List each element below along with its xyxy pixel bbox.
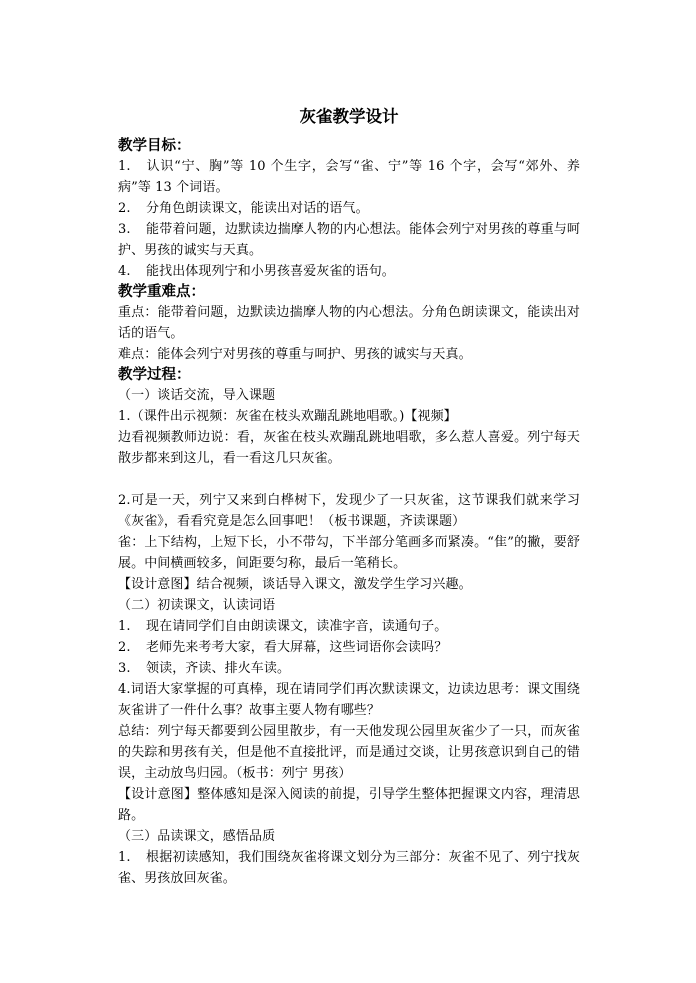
document-page [118,106,580,889]
goal-item-4 [118,261,580,282]
section-1-paragraph: 2.可是一天，列宁又来到白桦树下，发现少了一只灰雀，这节课我们就来学习《灰雀》，看看究竟是怎么回事吧！（板书课题，齐读课题） [118,493,580,529]
goal-text: 能找出体现列宁和小男孩喜爱灰雀的语句。 [146,264,395,279]
goal-text: 能带着问题，边默读边揣摩人物的内心想法。能体会列宁对男孩的尊重与呵护、男孩的诚实与天真。 [118,222,580,258]
section-2-item-1 [118,616,580,637]
section-2-item-2 [118,637,580,658]
item-number: 1. [118,850,131,865]
goal-number: 2. [118,201,131,216]
process-heading: 教学过程： [118,366,191,383]
goal-item-3 [118,219,580,261]
goal-number: 4. [118,264,131,279]
key-points-heading: 教学重难点： [118,283,205,300]
section-2-paragraph: 4.词语大家掌握的可真棒，现在请同学们再次默读课文，边读边思考：课文围绕灰雀讲了一件什么事？故事主要人物有哪些？ [118,682,580,718]
item-text: 根据初读感知，我们围绕灰雀将课文划分为三部分：灰雀不见了、列宁找灰雀、男孩放回灰雀。 [118,850,580,886]
goal-item-2 [118,198,580,219]
goals-heading: 教学目标： [118,137,191,154]
section-1-paragraph: 1.（课件出示视频：灰雀在枝头欢蹦乱跳地唱歌。)【视频】 [118,409,457,424]
goal-text: 认识“宁、胸”等 10 个生字，会写“雀、宁”等 16 个字，会写“郊外、养病”等 13 个词语。 [118,159,580,195]
item-number: 1. [118,619,131,634]
section-3-item-1 [118,847,580,889]
item-number: 3. [118,661,131,676]
design-intent-2: 【设计意图】整体感知是深入阅读的前提，引导学生整体把握课文内容，理清思路。 [118,787,580,823]
item-text: 老师先来考考大家，看大屏幕，这些词语你会读吗？ [146,640,448,655]
section-3-title: （三）品读课文，感悟品质 [118,829,276,844]
item-number: 2. [118,640,131,655]
section-2-summary: 总结：列宁每天都要到公园里散步，有一天他发现公园里灰雀少了一只，而灰雀的失踪和男孩有关，但是他不直接批评，而是通过交谈，让男孩意识到自己的错误，主动放鸟归园。（板书：列宁 男孩） [118,724,580,781]
section-1-paragraph: 雀：上下结构，上短下长，小不带勾，下半部分笔画多而紧凑。“隹”的撇，要舒展。中间横画较多，间距要匀称，最后一笔稍长。 [118,535,580,571]
section-2-title: （二）初读课文，认读词语 [118,598,276,613]
section-1-title: （一）谈话交流，导入课题 [118,388,276,403]
design-intent-1: 【设计意图】结合视频，谈话导入课文，激发学生学习兴趣。 [118,577,472,592]
goal-text: 分角色朗读课文，能读出对话的语气。 [146,201,369,216]
key-point-focus: 重点：能带着问题，边默读边揣摩人物的内心想法。分角色朗读课文，能读出对话的语气。 [118,305,580,341]
item-text: 现在请同学们自由朗读课文，读准字音，读通句子。 [146,619,448,634]
blank-line [118,469,580,490]
document-title: 灰雀教学设计 [299,107,399,126]
key-point-difficulty: 难点：能体会列宁对男孩的尊重与呵护、男孩的诚实与天真。 [118,347,472,362]
goal-number: 3. [118,222,131,237]
goal-item-1 [118,156,580,198]
goal-number: 1. [118,159,131,174]
item-text: 领读，齐读、排火车读。 [146,661,291,676]
section-2-item-3 [118,658,580,679]
section-1-paragraph: 边看视频教师边说：看，灰雀在枝头欢蹦乱跳地唱歌，多么惹人喜爱。列宁每天散步都来到这儿，看一看这几只灰雀。 [118,430,580,466]
